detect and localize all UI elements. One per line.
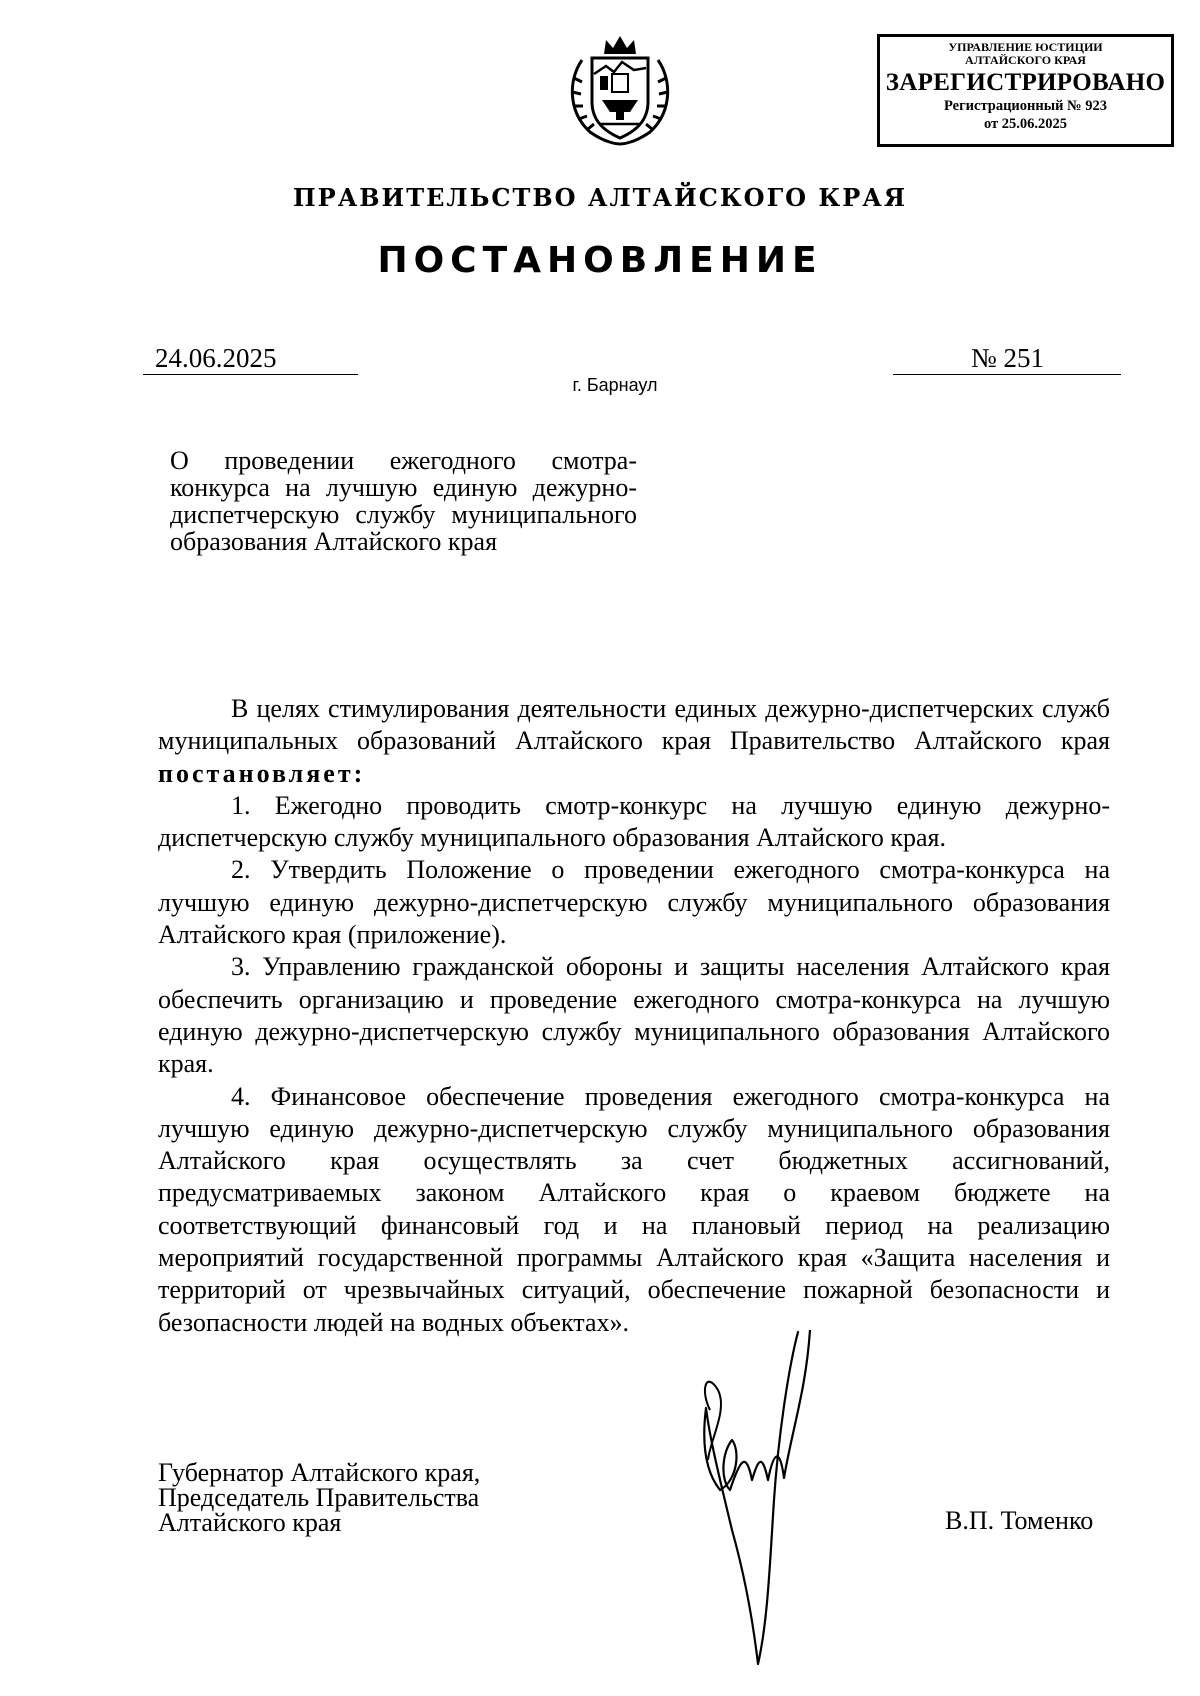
registration-stamp: [877, 34, 1174, 147]
stamp-reg-number: Регистрационный № 923: [943, 98, 1107, 114]
document-subject: О проведении ежегодного смотра-конкурса на лучшую единую дежурно-диспетчерскую службу муниципального образования Алтайского края: [170, 446, 637, 556]
stamp-status: ЗАРЕГИСТРИРОВАНО: [885, 69, 1166, 96]
decree-word: постановляет:: [158, 758, 366, 788]
decree-item-3: 3. Управлению гражданской обороны и защиты населения Алтайского края обеспечить организацию и проведение ежегодного смотра-конкурса на лучшую единую дежурно-диспетчерскую службу муниципального образования Алтайского края.: [158, 952, 1110, 1079]
stamp-reg-date: от 25.06.2025: [983, 116, 1068, 132]
decree-item-1: 1. Ежегодно проводить смотр-конкурс на лучшую единую дежурно-диспетчерскую службу муниципального образования Алтайского края.: [158, 790, 1110, 853]
document-body: [158, 693, 1110, 1339]
signer-name: В.П. Томенко: [945, 1506, 1094, 1535]
document-number: № 251: [893, 342, 1121, 375]
decree-item-4: 4. Финансовое обеспечение проведения ежегодного смотра-конкурса на лучшую единую дежурно-диспетчерскую службу муниципального образования Алтайского края осуществлять за счет бюджетных ассигнований, предусматриваемых законом Алтайского края о краевом бюджете на соответствующий финансовый год и на плановый период на реализацию мероприятий государственной программы Алтайского края «Защита населения и территорий от чрезвычайных ситуаций, обеспечение пожарной безопасности и безопасности людей на водных объектах».: [158, 1081, 1110, 1337]
government-title: ПРАВИТЕЛЬСТВО АЛТАЙСКОГО КРАЯ: [292, 183, 908, 212]
handwritten-signature: [680, 1330, 850, 1670]
stamp-authority-line2: АЛТАЙСКОГО КРАЯ: [965, 53, 1086, 67]
decree-item-2: 2. Утвердить Положение о проведении ежегодного смотра-конкурса на лучшую единую дежурно-диспетчерскую службу муниципального образования Алтайского края (приложение).: [158, 855, 1110, 950]
stamp-authority-line1: УПРАВЛЕНИЕ ЮСТИЦИИ: [948, 40, 1103, 54]
document-date: 24.06.2025: [143, 342, 358, 375]
coat-of-arms-icon: [560, 30, 680, 150]
signer-position: [158, 1460, 480, 1535]
intro-paragraph: [158, 693, 1110, 790]
document-kind-title: ПОСТАНОВЛЕНИЕ: [377, 240, 823, 281]
signer-position-line3: Алтайского края: [158, 1508, 342, 1537]
document-city: г. Барнаул: [572, 375, 658, 395]
signer-position-line2: Председатель Правительства: [158, 1483, 480, 1512]
intro-text: В целях стимулирования деятельности единых дежурно-диспетчерских служб муниципальных образований Алтайского края Правительство Алтайского края: [158, 694, 1110, 756]
signer-position-line1: Губернатор Алтайского края,: [158, 1458, 481, 1487]
